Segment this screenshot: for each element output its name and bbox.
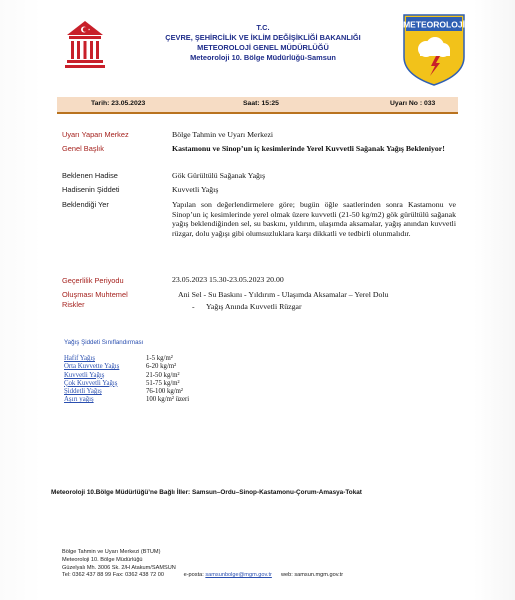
- header-line-tc: T.C.: [256, 23, 270, 32]
- contact-address: Güzelyalı Mh. 3006 Sk. 2/H Atakum/SAMSUN: [62, 564, 176, 571]
- warning-date: Tarih: 23.05.2023: [91, 100, 146, 107]
- header-regional-directorate: Meteoroloji 10. Bölge Müdürlüğü-Samsun: [190, 53, 336, 62]
- classification-row: [64, 396, 214, 404]
- expected-event-value: Gök Gürültülü Sağanak Yağış: [172, 171, 266, 180]
- classification-range: 100 kg/m² üzeri: [146, 396, 190, 404]
- contact-center: Bölge Tahmin ve Uyarı Merkezi (BTUM): [62, 549, 161, 555]
- classification-row: [64, 372, 214, 380]
- classification-name: Orta Kuvvette Yağış: [64, 363, 120, 371]
- meteoroloji-logo: [402, 13, 466, 87]
- severity-label: Hadisenin Şiddeti: [62, 185, 120, 194]
- contact-email-label: e-posta:: [183, 572, 204, 579]
- warning-number: Uyarı No : 033: [390, 100, 436, 107]
- risks-value-line1: Ani Sel - Su Baskını - Yıldırım - Ulaşımda Aksamalar – Yerel Dolu: [178, 290, 389, 299]
- classification-range: 76-100 kg/m²: [146, 388, 183, 396]
- classification-range: 21-50 kg/m²: [146, 371, 180, 379]
- classification-name: Çok Kuvvetli Yağış: [64, 379, 118, 387]
- risks-value-line2: - Yağış Anında Kuvvetli Rüzgar: [192, 302, 302, 311]
- classification-row: [64, 388, 214, 396]
- header-organization: [118, 23, 408, 63]
- ministry-logo: [57, 13, 113, 79]
- contact-phone: Tel: 0362 437 88 99 Fax: 0362 438 72 00: [62, 572, 165, 579]
- issuer-label: Uyarı Yapan Merkez: [62, 130, 129, 139]
- classification-row: [64, 355, 214, 363]
- provinces-line: Meteoroloji 10.Bölge Müdürlüğü’ne Bağlı İller: Samsun–Ordu–Sinop-Kastamonu-Çorum-Amasya-Tokat: [51, 489, 362, 496]
- classification-title: Yağış Şiddeti Sınıflandırması: [64, 339, 144, 346]
- expected-event-label: Beklenen Hadise: [62, 171, 118, 180]
- location-label: Beklendiği Yer: [62, 200, 109, 209]
- risks-label-line2: Riskler: [62, 300, 85, 309]
- classification-name: Kuvvetli Yağış: [64, 371, 105, 379]
- contact-block: [62, 549, 343, 580]
- issuer-value: Bölge Tahmin ve Uyarı Merkezi: [172, 130, 274, 139]
- location-value: Yapılan son değerlendirmelere göre; bugün öğle saatlerinden sonra Kastamonu ve Sinop’un iç kesimlerinde yerel olmak üzere kuvvetli (21-50 kg/m2) gök gürültülü sağanak yağış beklendiğinden sel, su baskını, yıldırım, ulaşımda aksamalar, yağış anından kuvvetli rüzgar, dolu yağışı gibi olumsuzluklara karşı dikkatli ve tedbirli olunmalıdır.: [172, 200, 456, 239]
- classification-row: [64, 363, 214, 371]
- classification-range: 6-20 kg/m²: [146, 363, 177, 371]
- classification-table: [64, 355, 214, 405]
- header-ministry: ÇEVRE, ŞEHİRCİLİK VE İKLİM DEĞİŞİKLİĞİ BAKANLIĞI: [165, 33, 361, 42]
- headline-value: Kastamonu ve Sinop’un iç kesimlerinde Yerel Kuvvetli Sağanak Yağış Bekleniyor!: [172, 144, 445, 153]
- warning-time: Saat: 15:25: [243, 100, 279, 107]
- validity-label: Geçerlilik Periyodu: [62, 276, 124, 285]
- classification-name: Hafif Yağış: [64, 355, 95, 362]
- contact-email-link[interactable]: samsunbolge@mgm.gov.tr: [205, 572, 272, 579]
- classification-range: 1-5 kg/m²: [146, 355, 173, 362]
- classification-row: [64, 380, 214, 388]
- contact-phone-line: [62, 572, 343, 580]
- info-bar: [57, 97, 458, 114]
- validity-value: 23.05.2023 15.30-23.05.2023 20.00: [172, 275, 284, 284]
- severity-value: Kuvvetli Yağış: [172, 185, 219, 194]
- risks-label-line1: Oluşması Muhtemel: [62, 290, 128, 299]
- contact-directorate: Meteoroloji 10. Bölge Müdürlüğü: [62, 556, 143, 563]
- classification-range: 51-75 kg/m²: [146, 379, 180, 387]
- headline-label: Genel Başlık: [62, 144, 104, 153]
- meteoroloji-logo-text: METEOROLOJİ: [403, 19, 465, 30]
- classification-name: Aşırı yağış: [64, 396, 94, 404]
- header-general-directorate: METEOROLOJİ GENEL MÜDÜRLÜĞÜ: [197, 43, 329, 52]
- contact-web[interactable]: web: samsun.mgm.gov.tr: [281, 572, 344, 579]
- classification-name: Şiddetli Yağış: [64, 388, 102, 396]
